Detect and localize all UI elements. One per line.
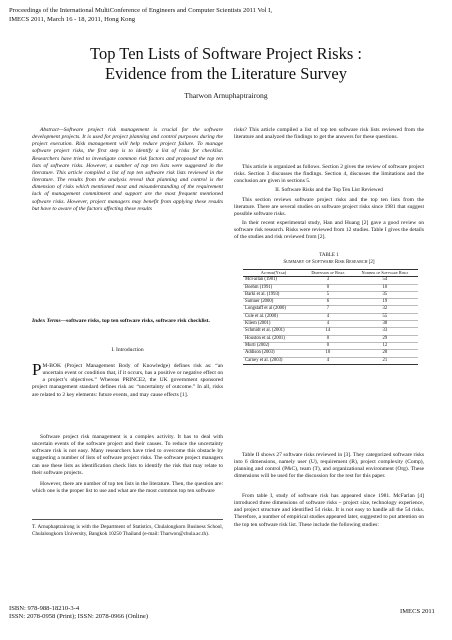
isbn: ISBN: 978-988-18210-3-4	[9, 605, 80, 612]
right-paragraph-1	[234, 127, 424, 141]
table-cell: 0	[304, 284, 352, 291]
table-cell: 33	[352, 328, 418, 335]
table-row	[243, 306, 418, 313]
table-cell: 21	[352, 357, 418, 364]
paper-title	[0, 44, 452, 83]
table-cell: 19	[352, 299, 418, 306]
table-row	[243, 328, 418, 335]
intro-text-1: M-BOK (Project Management Body of Knowledge) defines risk as: “an uncertain event or condition that, if it occurs, has a positive or negative effect on a project’s objectives.” Whereas PRINCE2, the UK government sponsored project management standard defines risk as: “uncertainty of outcome.” In all, risks are related to 2 key elements: future events, and may cause effects [1].	[32, 363, 223, 398]
right-text-3: This section reviews software project risks and the top ten lists from the literature. There are several studies on software project risks since 1981 that suggest possible software risks.	[234, 197, 424, 218]
title-line-2: Evidence from the Literature Survey	[105, 63, 347, 83]
table-cell: Schmidt et al. (2001)	[243, 328, 304, 335]
right-paragraph-3	[234, 197, 424, 218]
table-row	[243, 357, 418, 364]
abstract-text: Abstract—Software project risk management is crucial for the software development projects. It is used for project planning and control purposes during the project execution. Risk management will help reduce project failure. To manage software project risks, the first step is to identify a list of risks for checklist. Researchers have tried to investigate common risk factors and proposed the top ten lists of software risks. However, a number of top ten lists were suggested in the literature. This article compiled a list of top ten software risk lists reviewed in the literature. The results from the analysis reveal that planning and control is the dimension of risks which mentioned most and misunderstanding of the requirement lack of management commitment and support are the most frequent mentioned software risks. However, project managers may benefit from applying these results but have to aware of the factors affecting these results	[32, 127, 223, 212]
intro-paragraph-1	[32, 360, 223, 399]
table-cell: Carney et al. (2003)	[243, 357, 304, 364]
table-cell: Barki et al. (1993)	[243, 291, 304, 298]
table-row	[243, 277, 418, 284]
table-cell: 5	[304, 291, 352, 298]
right-text-5: Table II shows 27 software risks reviewed in [3]. They categorized software risks into 6 dimensions, namely user (U), requirement (R), project complexity (Comp), planning and control (P&C), team (T), and organizational environment (Org). These dimensions will be used for the discussion for the rest for this paper.	[234, 452, 424, 480]
table-header-row	[243, 270, 418, 277]
index-terms-text: —software risks, top ten software risks, software risk checklist.	[60, 318, 210, 324]
table-cell: 0	[304, 342, 352, 349]
table-cell: 35	[352, 291, 418, 298]
right-text-2: This article is organized as follows. Section 2 gives the review of software project risks. Section 3 discusses the findings. Section 4, discusses the limitations and the conclusion are given in sections 5.	[234, 164, 424, 185]
table-cell: 14	[304, 328, 352, 335]
footer-conference: IMECS 2011	[400, 608, 435, 615]
table-header-cell: Author(Year)	[243, 270, 304, 277]
table-cell: Boehm (1991)	[243, 284, 304, 291]
intro-text-3: However, there are number of top ten lists in the literature. Then, the question are: which one is the proper list to use and what are the most common top ten software	[32, 481, 223, 495]
table-cell: 28	[352, 350, 418, 357]
risk-research-table	[243, 269, 418, 365]
section-2-heading: II. Software Risks and the Top Ten List Reviewed	[275, 187, 383, 193]
table-cell: 55	[352, 313, 418, 320]
header-line-1: Proceedings of the International MultiConference of Engineers and Computer Scientists 2011 Vol I,	[9, 7, 273, 14]
table-cell: 6	[304, 299, 352, 306]
table-row	[243, 335, 418, 342]
table-cell: 10	[304, 350, 352, 357]
table-cell: Houston et al. (2001)	[243, 335, 304, 342]
header-line-2: IMECS 2011, March 16 - 18, 2011, Hong Kong	[9, 15, 136, 23]
table-caption	[234, 253, 424, 266]
table-cell: Kliem (2001)	[243, 321, 304, 328]
table-cell: 7	[304, 306, 352, 313]
table-header-cell: Dimension of Risks	[304, 270, 352, 277]
right-text-6: From table I, study of software risk has appeared since 1981. McFarlan [4] introduced three dimensions of software risks – project size, technology experience, and project structure and identified 54 risks. It is not easy to handle all the 54 risks. Therefore, a number of empirical studies appeared later, suggested to put attention on the top ten software risk list. These include the following studies:	[234, 493, 424, 528]
intro-paragraph-2	[32, 434, 223, 477]
table-cell: 38	[352, 321, 418, 328]
table-body	[243, 277, 418, 365]
table-row	[243, 299, 418, 306]
right-paragraph-6	[234, 493, 424, 529]
index-terms	[32, 318, 223, 325]
table-cell: Cule et al. (2000)	[243, 313, 304, 320]
table-cell: 0	[304, 335, 352, 342]
table-title: Summary of Software Risk Research [2]	[283, 259, 375, 265]
table-number: TABLE 1	[319, 253, 339, 258]
author-name: Tharwon Arnuphaptrairong	[184, 91, 268, 100]
table-row	[243, 321, 418, 328]
table-cell: 4	[304, 357, 352, 364]
right-text-4: In their recent experimental study, Han and Huang [2] gave a good review on software risk research. Risks were reviewed from 12 studies. Table I gives the details of the studies and risk reviewed from [2].	[234, 220, 424, 241]
abstract	[32, 127, 223, 213]
table-row	[243, 313, 418, 320]
footer-isbn	[9, 605, 148, 622]
table-cell: 32	[352, 306, 418, 313]
table-cell: 29	[352, 335, 418, 342]
table-row	[243, 342, 418, 349]
table-cell: 4	[304, 313, 352, 320]
table-cell: 3	[304, 277, 352, 284]
drop-cap: P	[32, 360, 42, 379]
table-cell: 10	[352, 284, 418, 291]
table-cell: Murti (2002)	[243, 342, 304, 349]
intro-paragraph-3	[32, 481, 223, 495]
issn: ISSN: 2078-0958 (Print); ISSN: 2078-0966 (Online)	[9, 613, 149, 621]
table-cell: 4	[304, 321, 352, 328]
table-cell: Longstaff et al (2000)	[243, 306, 304, 313]
table-cell: McFarlan (1981)	[243, 277, 304, 284]
right-paragraph-4	[234, 220, 424, 241]
table-cell: Sumner (2000)	[243, 299, 304, 306]
table-cell: 12	[352, 342, 418, 349]
title-line-1: Top Ten Lists of Software Project Risks :	[90, 44, 362, 63]
table-row	[243, 350, 418, 357]
footnote: T. Arnuphaptrairong is with the Department of Statistics, Chulalongkorn Business School, Chulalongkorn University, Bangkok 10250 Thailand (e-mail: Tharwon@chula.ac.th).	[32, 519, 223, 537]
right-text-1: risks? This article compiled a list of top ten software risk lists reviewed from the literature and analyzed the findings to get the answers for these questions.	[234, 127, 424, 141]
table-row	[243, 284, 418, 291]
right-paragraph-5	[234, 452, 424, 481]
table-header-cell: Number of Software Risks	[352, 270, 418, 277]
intro-text-2: Software project risk management is a complex activity. It has to deal with uncertain events of the software project and their causes. To reduce the uncertainty software risk is not easy. Many researchers have tried to overcome this obstacle by suggesting a number of lists of software project risks. The software project managers can use these lists as identification check lists to identify the risk that may relate to their software projects.	[32, 434, 223, 476]
table-cell: 54	[352, 277, 418, 284]
right-paragraph-2	[234, 164, 424, 185]
proceedings-header	[9, 7, 272, 24]
table-row	[243, 291, 418, 298]
section-1-heading: I. Introduction	[111, 347, 144, 353]
index-terms-label: Index Terms	[32, 318, 61, 324]
table-cell: Addison (2003)	[243, 350, 304, 357]
